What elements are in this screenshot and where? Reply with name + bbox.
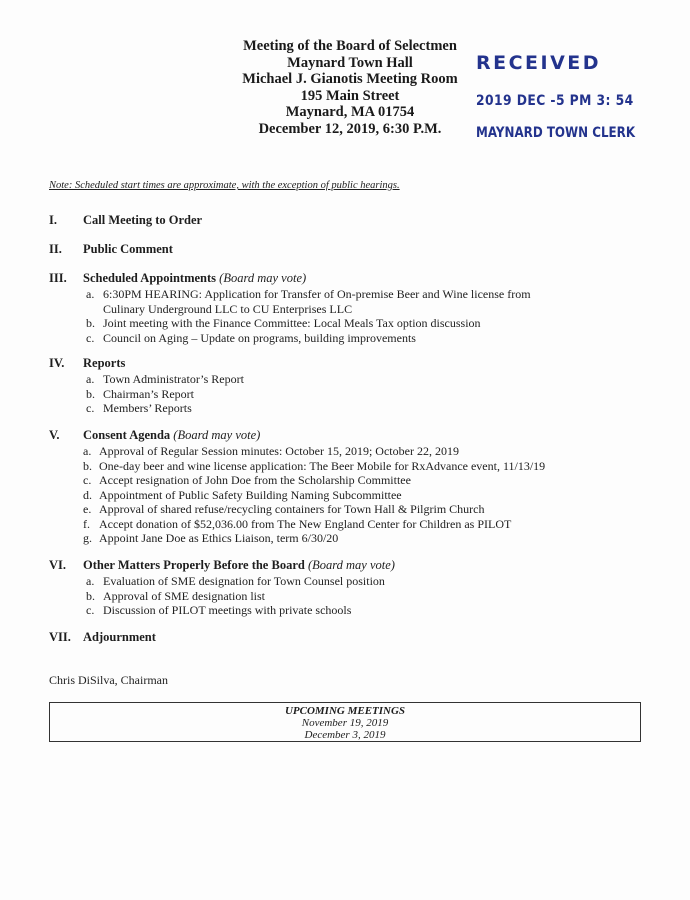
- header-town-hall-line: Maynard Town Hall: [287, 54, 413, 71]
- header-board-line: Meeting of the Board of Selectmen: [243, 38, 457, 54]
- section-numeral: VI.: [49, 558, 67, 572]
- list-item: c. Council on Aging – Update on programs, building improvements: [86, 330, 416, 345]
- upcoming-meeting-date: November 19, 2019: [301, 717, 389, 729]
- agenda-section-6: [0, 558, 690, 618]
- schedule-note: Note: Scheduled start times are approximate, with the exception of public hearings.: [49, 180, 400, 191]
- board-may-vote-note: (Board may vote): [173, 428, 261, 442]
- list-item: a. 6:30PM HEARING: Application for Transfer of On-premise Beer and Wine license from Culinary Underground LLC to CU Enterprises LLC: [86, 287, 531, 316]
- agenda-section-7: [0, 630, 690, 646]
- list-item: g. Appoint Jane Doe as Ethics Liaison, term 6/30/20: [83, 531, 339, 545]
- board-may-vote-note: (Board may vote): [219, 271, 307, 285]
- header-city-line: Maynard, MA 01754: [285, 104, 415, 120]
- agenda-section-5: [0, 428, 690, 546]
- header-date-line: December 12, 2019, 6:30 P.M.: [258, 120, 442, 137]
- section-title: Public Comment: [83, 242, 173, 256]
- list-item: a. Town Administrator’s Report: [86, 372, 244, 386]
- list-item: c. Accept resignation of John Doe from the Scholarship Committee: [83, 473, 411, 487]
- agenda-section-3: [0, 271, 690, 345]
- list-item: a. Evaluation of SME designation for Town Counsel position: [86, 574, 385, 588]
- list-item: b. Approval of SME designation list: [86, 588, 265, 603]
- agenda-section-4: [0, 356, 690, 416]
- section-title: Adjournment: [83, 630, 156, 644]
- agenda-section-2: [0, 242, 690, 258]
- section-numeral: II.: [49, 242, 62, 256]
- section-numeral: III.: [49, 271, 67, 285]
- list-item: b. Chairman’s Report: [86, 386, 194, 401]
- section-title: Reports: [83, 356, 126, 370]
- received-stamp: RECEIVED: [476, 52, 602, 74]
- chairman-signature-line: Chris DiSilva, Chairman: [49, 673, 168, 687]
- agenda-section-1: [0, 213, 690, 229]
- section-title: Call Meeting to Order: [83, 213, 203, 227]
- list-item: a. Approval of Regular Session minutes: October 15, 2019; October 22, 2019: [83, 444, 459, 458]
- section-title: Consent Agenda (Board may vote): [83, 428, 261, 442]
- received-stamp-clerk: MAYNARD TOWN CLERK: [476, 125, 636, 141]
- list-item: c. Discussion of PILOT meetings with private schools: [86, 603, 352, 617]
- header-street-line: 195 Main Street: [300, 87, 400, 104]
- section-title: Scheduled Appointments (Board may vote): [83, 271, 307, 285]
- upcoming-meetings-title: UPCOMING MEETINGS: [284, 705, 406, 717]
- list-item: e. Approval of shared refuse/recycling containers for Town Hall & Pilgrim Church: [83, 502, 485, 516]
- board-may-vote-note: (Board may vote): [307, 558, 395, 572]
- upcoming-meeting-date: December 3, 2019: [304, 729, 386, 741]
- section-numeral: VII.: [49, 630, 71, 644]
- list-item: c. Members’ Reports: [86, 401, 192, 415]
- list-item: f. Accept donation of $52,036.00 from The New England Center for Children as PILOT: [83, 516, 512, 531]
- section-numeral: I.: [49, 213, 57, 227]
- list-item: b. One-day beer and wine license application: The Beer Mobile for RxAdvance event, 11/13/19: [83, 458, 546, 473]
- list-item: d. Appointment of Public Safety Building Naming Subcommittee: [83, 487, 402, 502]
- section-numeral: V.: [49, 428, 60, 442]
- list-item: b. Joint meeting with the Finance Committee: Local Meals Tax option discussion: [86, 316, 481, 330]
- section-title: Other Matters Properly Before the Board (Board may vote): [83, 558, 395, 572]
- header-room-line: Michael J. Gianotis Meeting Room: [242, 71, 458, 87]
- section-numeral: IV.: [49, 356, 65, 370]
- meeting-header: [200, 38, 500, 137]
- upcoming-meetings-box: [49, 702, 641, 742]
- received-stamp-datetime: 2019 DEC -5 PM 3: 54: [476, 93, 634, 109]
